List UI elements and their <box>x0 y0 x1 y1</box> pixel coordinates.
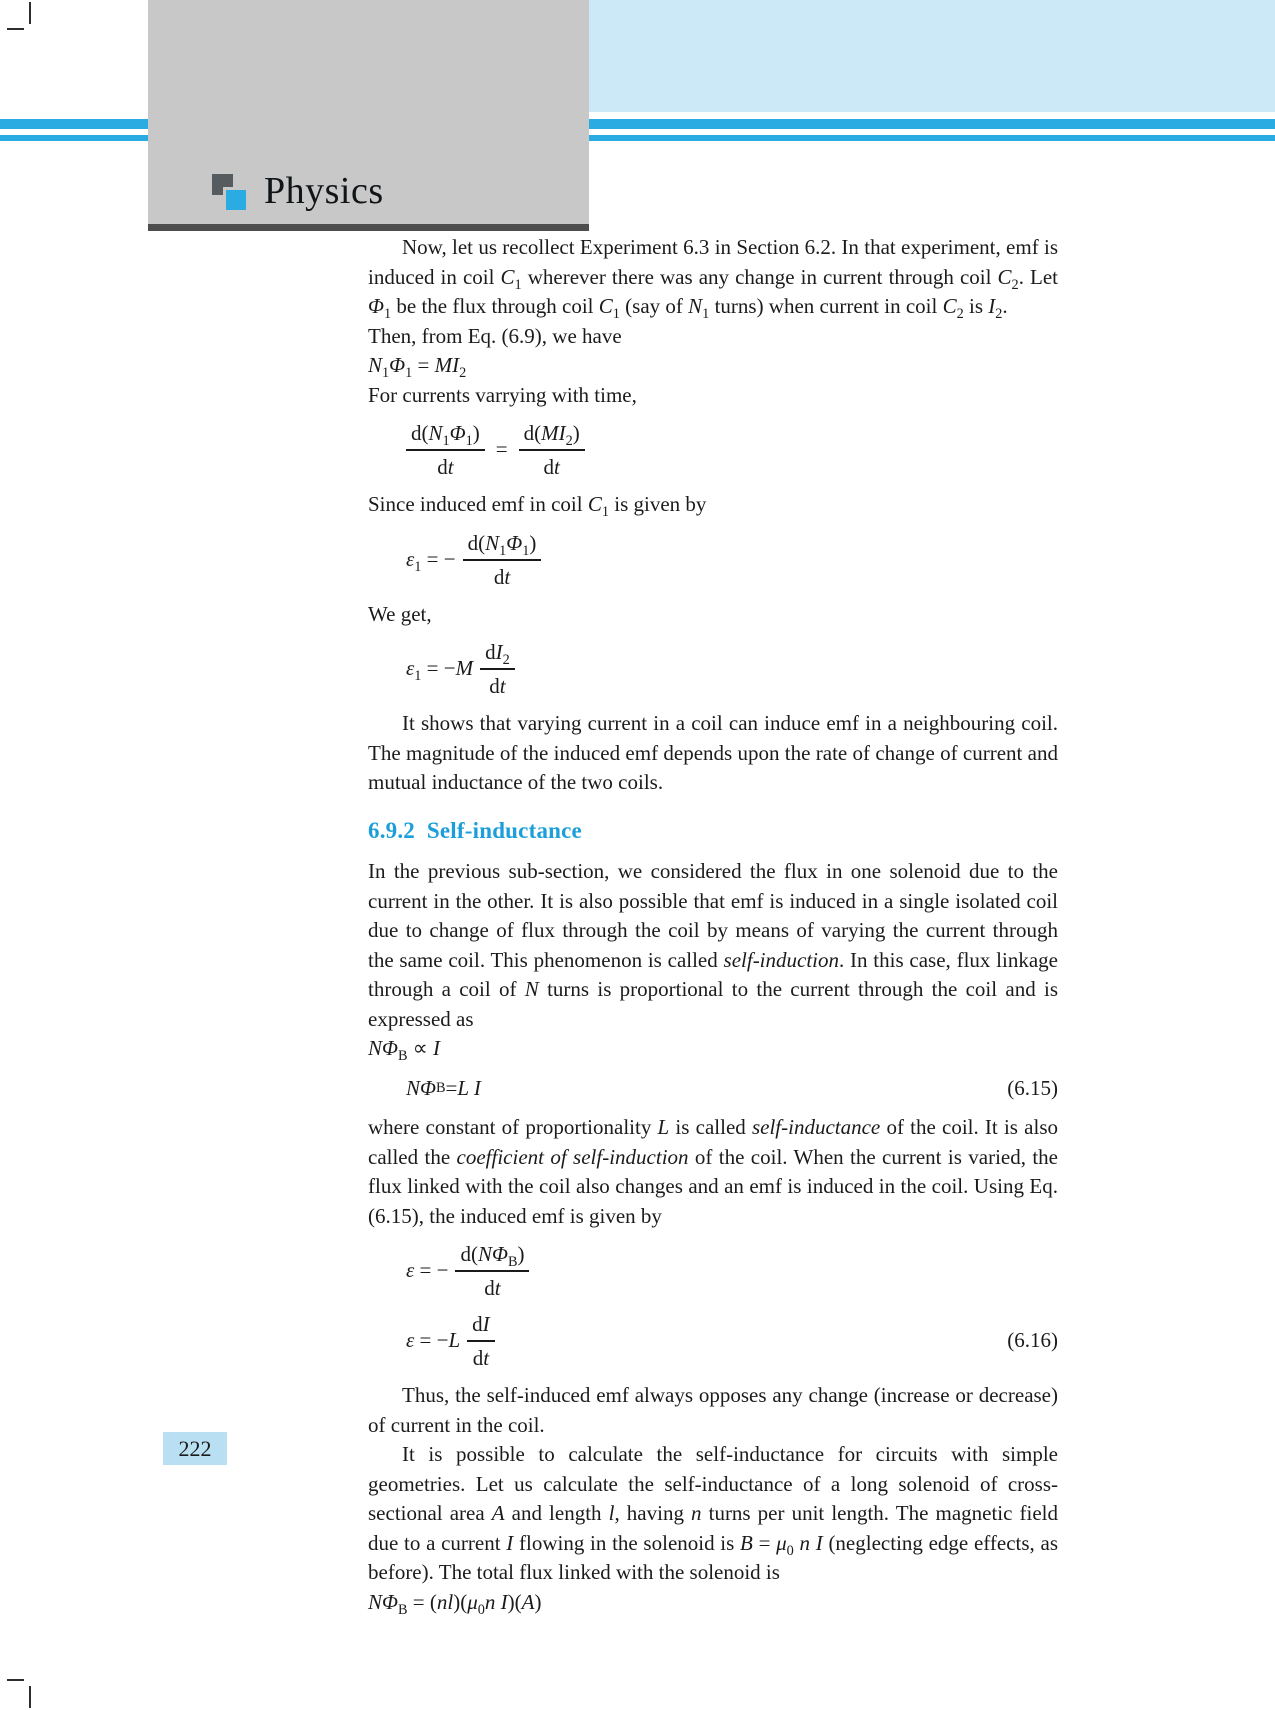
equation-prefix: ε = − <box>406 1258 449 1283</box>
equation-prefix: ε = −L <box>406 1328 461 1353</box>
fraction-numerator: dI <box>467 1311 495 1342</box>
fraction-denominator: dt <box>543 455 560 479</box>
fraction <box>467 1311 495 1371</box>
equation-body <box>406 1311 495 1371</box>
logo-cyan-square <box>223 187 246 210</box>
line-flux-equation: $N_1\Phi_1 = MI_2$ <box>368 353 467 382</box>
paragraph-where-constant: where constant of proportionality L is called self-inductance of the coil. It is also called the coefficient of self-induction of the coil. When the current is varied, the flux linked with the coil also changes and an emf is induced in the coil. Using Eq. (6.15), the induced emf is given by <box>368 1115 1058 1228</box>
line-then-from-eq: Then, from Eq. (6.9), we have <box>368 323 622 348</box>
line-currents-varying: For currents varrying with time, <box>368 382 637 407</box>
physics-logo-icon <box>212 172 249 212</box>
paragraph-previous-subsection: In the previous sub-section, we considered the flux in one solenoid due to the current in the other. It is also possible that emf is induced in a single isolated coil due to change of flux through the coil by means of varying the current through the same coil. This phenomenon is called self-induction. In this case, flux linkage through a coil of N turns is proportional to the current through the coil and is expressed as <box>368 859 1058 1031</box>
fraction-denominator: dt <box>489 674 506 698</box>
line-we-get: We get, <box>368 601 432 626</box>
equation-6-16 <box>406 1311 1058 1371</box>
equation-6-15 <box>406 1074 1058 1104</box>
fraction <box>455 1241 529 1301</box>
paragraph-possible-to-calculate: It is possible to calculate the self-inductance for circuits with simple geometries. Let us calculate the self-inductance of a long solenoid of cross-sectional area A and length l, having n turns per unit length. The magnetic field due to a current I flowing in the solenoid is $B = \mu_0$ n I (neglecting edge effects, as before). The total flux linked with the solenoid is <box>368 1442 1059 1584</box>
equation-emf-mutual <box>406 639 1058 699</box>
page-number-badge <box>163 1432 227 1465</box>
equation-body: NΦ B = L I <box>406 1075 481 1100</box>
crop-mark-top-left-vertical <box>29 2 31 24</box>
page-body <box>368 233 1058 1617</box>
fraction-denominator: dt <box>472 1346 490 1370</box>
crop-mark-top-left-horizontal <box>7 28 24 30</box>
fraction-rhs <box>519 420 585 480</box>
paragraph-thus: Thus, the self-induced emf always opposes any change (increase or decrease) of current in the coil. <box>368 1383 1058 1437</box>
fraction-numerator: $d(MI_2)$ <box>519 420 585 451</box>
chapter-header-box <box>148 0 589 231</box>
equation-emf-coil1 <box>406 530 1058 590</box>
fraction-numerator: $dI_2$ <box>480 639 515 670</box>
equation-number: (6.15) <box>1007 1075 1058 1100</box>
equation-prefix: $\varepsilon_1 = -M$ <box>406 656 474 685</box>
book-title: Physics <box>264 170 384 212</box>
equation-emf-self <box>406 1241 1058 1301</box>
paragraph-it-shows: It shows that varying current in a coil can induce emf in a neighbouring coil. The magnitude of the induced emf depends upon the rate of change of current and mutual inductance of the two coils. <box>368 711 1058 794</box>
equation-total-flux: $N\Phi_B = (nl)(\mu_0n$ I)(A) <box>368 1589 542 1618</box>
paragraph-recollect: Now, let us recollect Experiment 6.3 in Section 6.2. In that experiment, emf is induced in coil $C_1$ wherever there was any change in current through coil $C_2$. Let $\Phi_1$ be the flux through coil $C_1$ (say of $N_1$ turns) when current in coil $C_2$ is $I_2$. <box>368 235 1058 323</box>
fraction-denominator: dt <box>437 455 454 479</box>
fraction-numerator: $d(N_1\Phi_1)$ <box>406 420 485 451</box>
fraction-numerator: $d(N_1\Phi_1)$ <box>463 530 542 561</box>
crop-mark-bottom-left-horizontal <box>7 1679 24 1681</box>
equation-proportional: $N\Phi_B \propto I$ <box>368 1036 441 1065</box>
crop-mark-bottom-left-vertical <box>29 1686 31 1708</box>
book-brand <box>212 172 384 212</box>
line-since-induced-emf: Since induced emf in coil $C_1$ is given by <box>368 492 707 521</box>
section-heading-self-inductance: 6.9.2 Self-inductance <box>368 817 582 843</box>
equation-prefix: $\varepsilon_1$ = − <box>406 546 456 575</box>
equation-number: (6.16) <box>1007 1328 1058 1353</box>
page-number: 222 <box>178 1435 212 1461</box>
fraction <box>463 530 542 590</box>
fraction <box>480 639 515 699</box>
fraction-denominator: dt <box>484 1276 501 1300</box>
fraction-denominator: dt <box>493 564 511 589</box>
equals-sign: = <box>495 437 508 462</box>
fraction-lhs <box>406 420 485 480</box>
equation-flux-derivative <box>406 420 1058 480</box>
fraction-numerator: $d(N\Phi_B)$ <box>455 1241 529 1272</box>
